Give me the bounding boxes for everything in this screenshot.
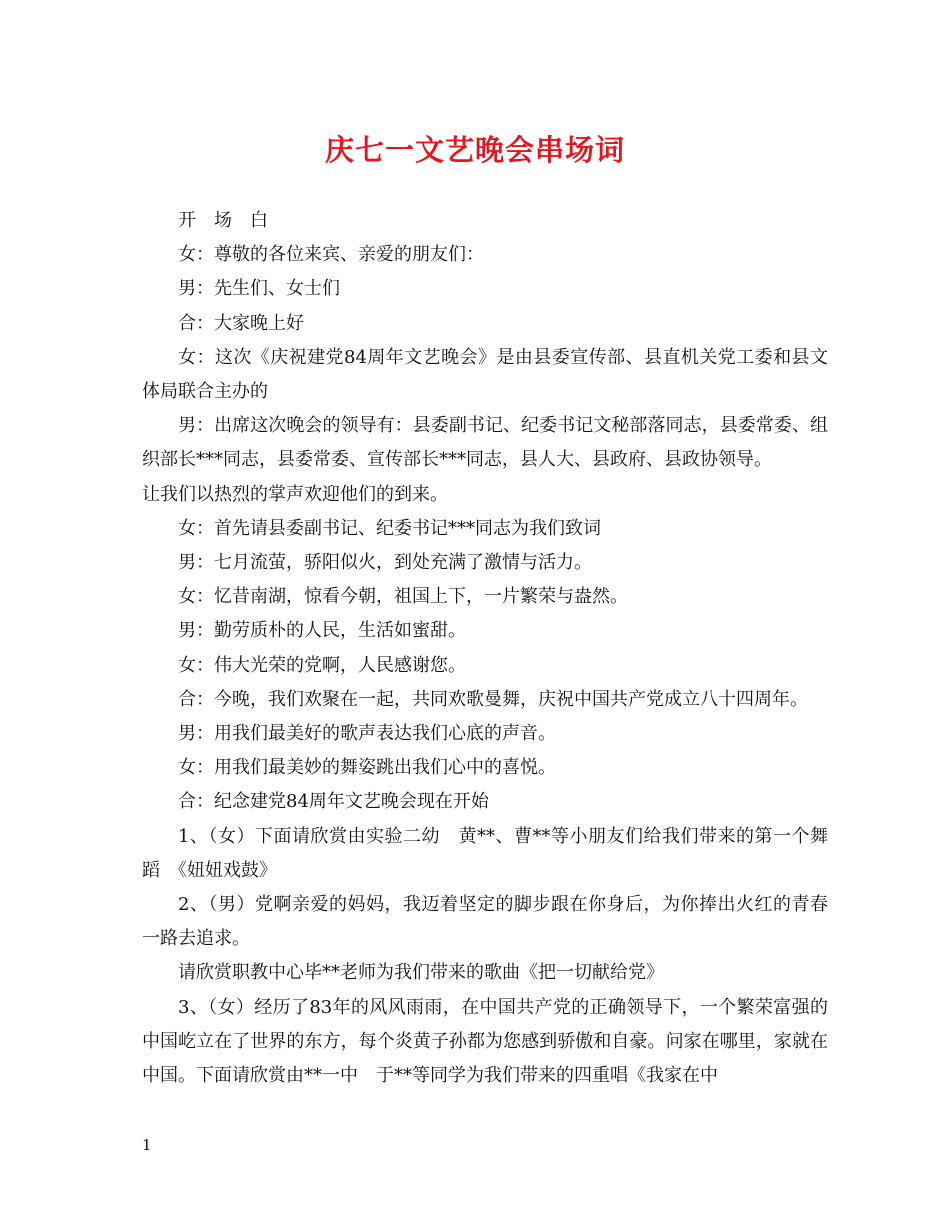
paragraph: 女：这次《庆祝建党84周年文艺晚会》是由县委宣传部、县直机关党工委和县文体局联合主办的 [142, 346, 828, 403]
paragraph: 合：纪念建党84周年文艺晚会现在开始 [178, 791, 489, 813]
paragraph: 男：先生们、女士们 [178, 278, 340, 300]
paragraph: 男：用我们最美好的歌声表达我们心底的声音。 [178, 723, 556, 745]
page-number: 1 [142, 1136, 152, 1154]
paragraph: 男：七月流萤，骄阳似火，到处充满了激情与活力。 [178, 552, 592, 574]
paragraph: 女：首先请县委副书记、纪委书记***同志为我们致词 [178, 517, 601, 539]
paragraph-program-item: 1、（女）下面请欣赏由实验二幼 黄**、曹**等小朋友们给我们带来的第一个舞蹈 《妞妞戏鼓》 [142, 825, 828, 881]
paragraph: 女：用我们最美妙的舞姿跳出我们心中的喜悦。 [178, 757, 556, 779]
paragraph: 女：尊敬的各位来宾、亲爱的朋友们： [178, 244, 484, 266]
paragraph: 女：忆昔南湖，惊看今朝，祖国上下，一片繁荣与盎然。 [178, 586, 628, 608]
document-body [142, 204, 828, 1093]
paragraph-program-item: 2、（男）党啊亲爱的妈妈，我迈着坚定的脚步跟在你身后，为你捧出火红的青春一路去追求。 [142, 894, 828, 950]
paragraph: 让我们以热烈的掌声欢迎他们的到来。 [142, 483, 448, 505]
paragraph: 男：出席这次晚会的领导有：县委副书记、纪委书记文秘部落同志，县委常委、组织部长***同志，县委常委、宣传部长***同志，县人大、县政府、县政协领导。 [142, 415, 828, 471]
paragraph-program-item: 3、（女）经历了83年的风风雨雨，在中国共产党的正确领导下，一个繁荣富强的中国屹立在了世界的东方，每个炎黄子孙都为您感到骄傲和自豪。问家在哪里，家就在中国。下面请欣赏由**一中 于**等同学为我们带来的四重唱《我家在中 [142, 996, 828, 1087]
paragraph: 请欣赏职教中心毕**老师为我们带来的歌曲《把一切献给党》 [178, 962, 664, 984]
paragraph: 合：大家晚上好 [178, 312, 304, 334]
document-title: 庆七一文艺晚会串场词 [324, 133, 625, 167]
paragraph: 合：今晚，我们欢聚在一起，共同欢歌曼舞，庆祝中国共产党成立八十四周年。 [178, 688, 808, 710]
paragraph: 男：勤劳质朴的人民，生活如蜜甜。 [178, 620, 466, 642]
paragraph: 女：伟大光荣的党啊，人民感谢您。 [178, 654, 466, 676]
paragraph-opening-heading: 开 场 白 [178, 210, 268, 231]
